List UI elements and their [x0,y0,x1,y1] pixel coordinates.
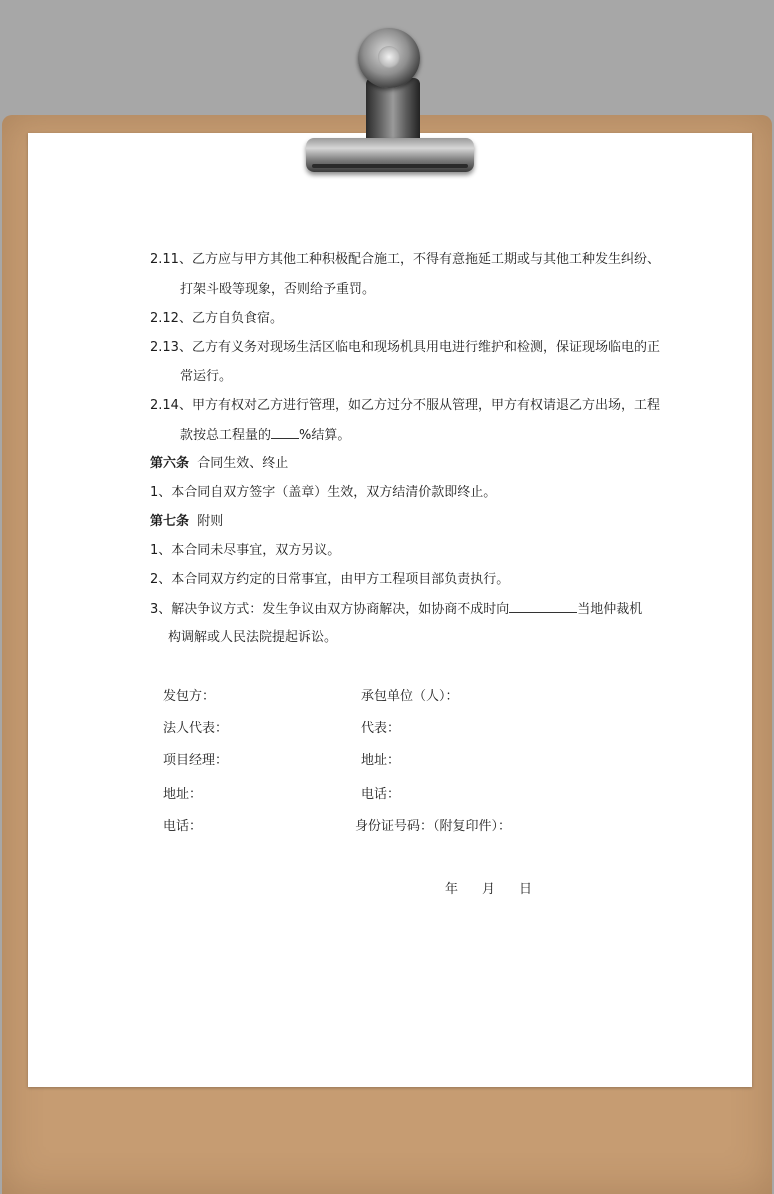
date-day: 日 [519,882,533,897]
left-address-label: 地址： [163,787,203,802]
subcontractor-label: 承包单位（人）： [361,689,459,704]
percentage-blank [271,426,299,439]
clause-2-13-line1: 2.13、乙方有义务对现场生活区临电和现场机具用电进行维护和检测，保证现场临电的正 [150,340,660,355]
article-7-item-3-pre: 3、解决争议方式：发生争议由双方协商解决，如协商不成时向 [150,602,510,617]
article-7-number: 第七条 [150,514,190,529]
clause-2-13-line2: 常运行。 [180,369,233,384]
clip-body [366,78,420,144]
date-month: 月 [482,882,496,897]
article-7-heading [150,513,223,531]
clause-2-11-line2: 打架斗殴等现象，否则给予重罚。 [180,282,376,297]
article-7-title: 附则 [197,514,224,529]
article-7-item-3-line2: 构调解或人民法院提起诉讼。 [168,630,338,645]
project-manager-label: 项目经理： [163,753,229,768]
rep-label: 代表： [361,721,401,736]
article-6-number: 第六条 [150,456,190,471]
article-7-item-3-line1 [150,600,642,619]
article-6-title: 合同生效、终止 [197,456,289,471]
left-phone-label: 电话： [163,819,203,834]
clause-2-14-line2 [180,426,350,445]
article-7-item-1: 1、本合同未尽事宜，双方另议。 [150,543,341,558]
clip-base [306,138,474,172]
date-year: 年 [445,882,459,897]
clause-2-12: 2.12、乙方自负食宿。 [150,311,283,326]
contractor-label: 发包方： [163,689,216,704]
article-6-item-1: 1、本合同自双方签字（盖章）生效，双方结清价款即终止。 [150,485,497,500]
right-address-label: 地址： [361,753,401,768]
article-7-item-2: 2、本合同双方约定的日常事宜，由甲方工程项目部负责执行。 [150,572,510,587]
right-phone-label: 电话： [361,787,401,802]
id-number-label: 身份证号码：（附复印件）： [355,819,512,834]
clause-2-14-line1: 2.14、甲方有权对乙方进行管理，如乙方过分不服从管理，甲方有权请退乙方出场，工程 [150,398,660,413]
clause-2-14-text-pre: 款按总工程量的 [180,428,272,443]
clip-ring [358,28,420,88]
article-6-heading [150,455,288,473]
arbitration-location-blank [509,600,577,613]
clause-2-14-text-post: %结算。 [299,428,351,443]
clause-2-11-line1: 2.11、乙方应与甲方其他工种积极配合施工，不得有意拖延工期或与其他工种发生纠纷、 [150,252,660,267]
article-7-item-3-post: 当地仲裁机 [577,602,643,617]
legal-rep-label: 法人代表： [163,721,229,736]
